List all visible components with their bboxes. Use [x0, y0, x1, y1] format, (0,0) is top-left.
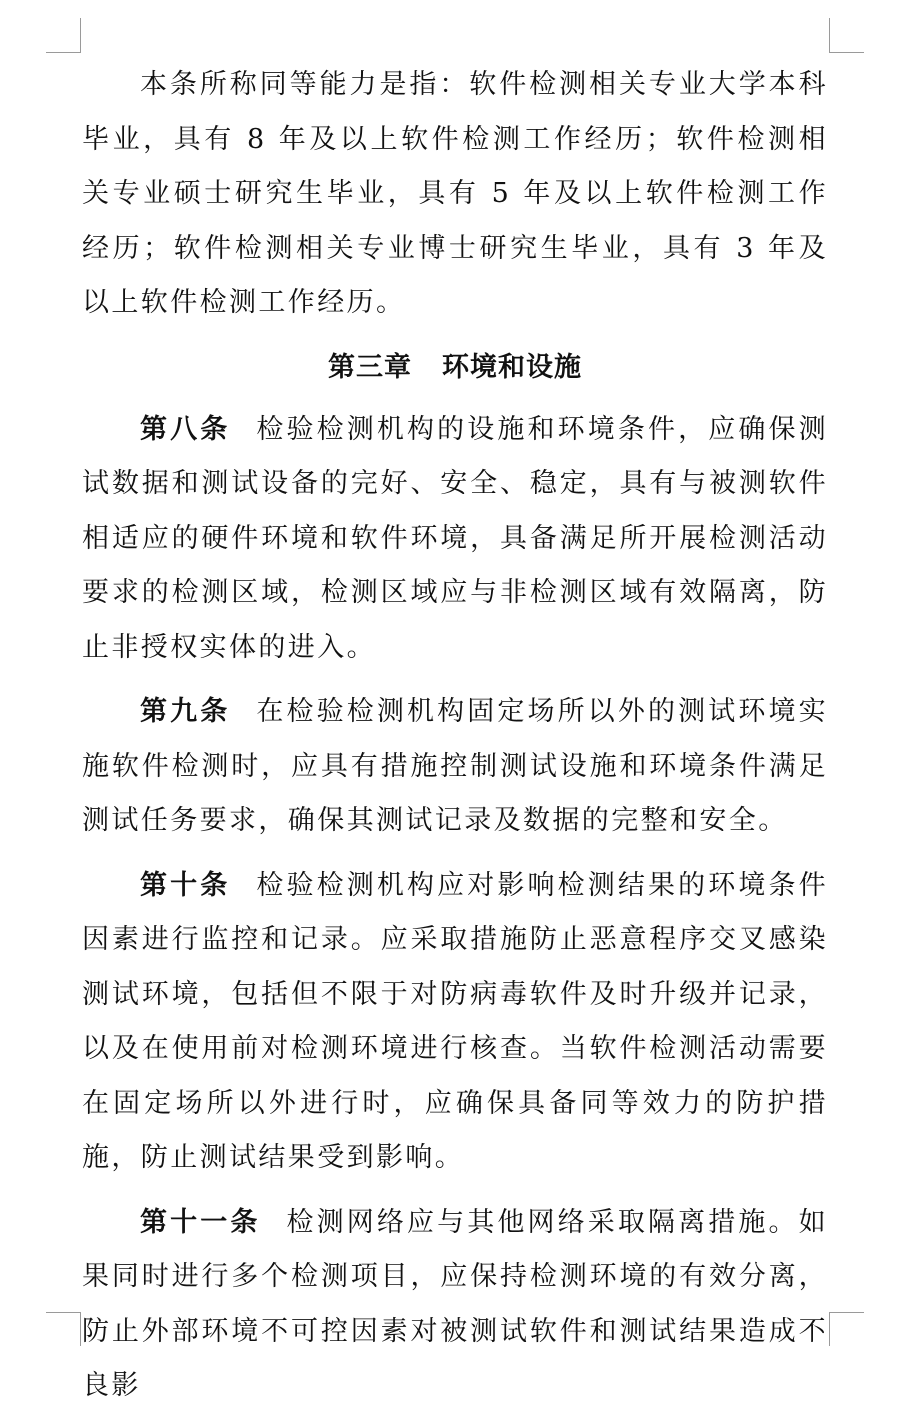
crop-mark-top-right-v — [829, 18, 830, 52]
crop-mark-top-left-h — [46, 52, 81, 53]
crop-mark-top-right-h — [829, 52, 864, 53]
crop-mark-top-left-v — [80, 18, 81, 52]
crop-mark-bottom-left-v — [80, 1312, 81, 1346]
article-10 — [82, 859, 828, 1186]
crop-mark-bottom-left-h — [46, 1312, 81, 1313]
chapter-number: 第三章 — [328, 351, 412, 383]
chapter-heading — [82, 341, 828, 395]
article-label: 第九条 — [140, 696, 231, 727]
article-8 — [82, 403, 828, 676]
article-label: 第十一条 — [140, 1206, 261, 1238]
article-label: 第八条 — [140, 413, 231, 445]
article-text: 检验检测机构应对影响检测结果的环境条件因素进行监控和记录。应采取措施防止恶意程序交叉感染测试环境，包括但不限于对防病毒软件及时升级并记录，以及在使用前对检测环境进行核查。当软件检测活动需要在固定场所以外进行时，应确保具备同等效力的防护措施，防止测试结果受到影响。 — [82, 869, 828, 1173]
document-page — [82, 58, 828, 1414]
article-text: 检验检测机构的设施和环境条件，应确保测试数据和测试设备的完好、安全、稳定，具有与被测软件相适应的硬件环境和软件环境，具备满足所开展检测活动要求的检测区域，检测区域应与非检测区域有效隔离，防止非授权实体的进入。 — [82, 413, 828, 663]
article-text: 在检验检测机构固定场所以外的测试环境实施软件检测时，应具有措施控制测试设施和环境条件满足测试任务要求，确保其测试记录及数据的完整和安全。 — [82, 696, 828, 836]
chapter-title: 环境和设施 — [442, 351, 582, 383]
crop-mark-bottom-right-h — [829, 1312, 864, 1313]
article-9 — [82, 685, 828, 849]
article-11 — [82, 1196, 828, 1414]
article-label: 第十条 — [140, 869, 231, 901]
article-text: 检测网络应与其他网络采取隔离措施。如果同时进行多个检测项目，应保持检测环境的有效分离，防止外部环境不可控因素对被测试软件和测试结果造成不良影 — [82, 1206, 828, 1401]
crop-mark-bottom-right-v — [829, 1312, 830, 1346]
intro-paragraph: 本条所称同等能力是指：软件检测相关专业大学本科毕业，具有 8 年及以上软件检测工作经历；软件检测相关专业硕士研究生毕业，具有 5 年及以上软件检测工作经历；软件检测相关专业博士研究生毕业，具有 3 年及以上软件检测工作经历。 — [82, 69, 828, 318]
